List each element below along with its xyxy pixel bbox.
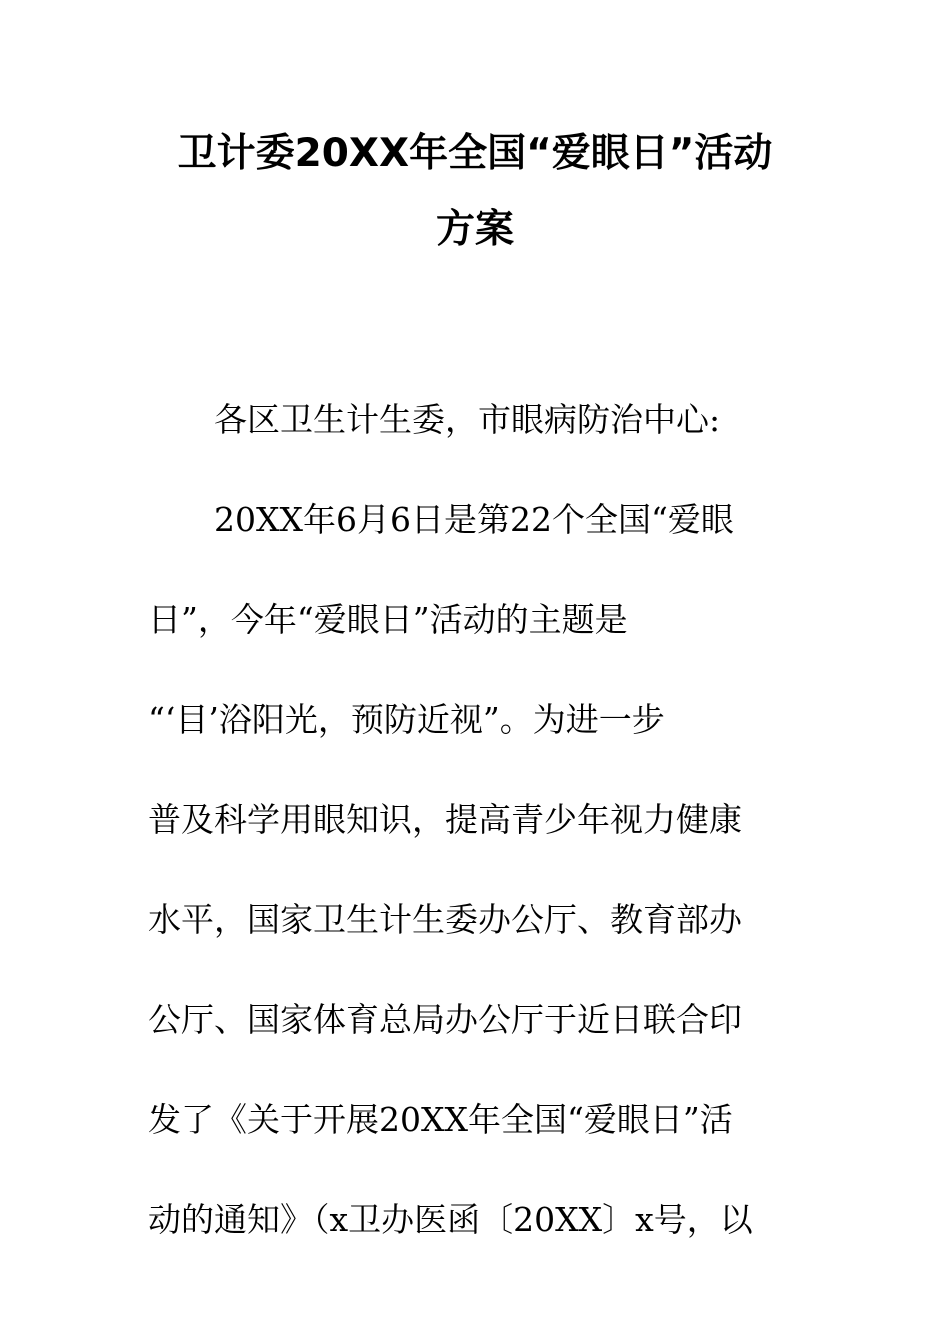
- paragraph-line: 日”，今年“爱眼日”活动的主题是: [148, 600, 628, 639]
- title-line-1: 卫计委20XX年全国“爱眼日”活动: [177, 131, 773, 176]
- paragraph-line: 动的通知》（x卫办医函〔20XX〕x号，以: [148, 1200, 753, 1239]
- salutation: 各区卫生计生委，市眼病防治中心:: [214, 400, 721, 439]
- paragraph-line: 发了《关于开展20XX年全国“爱眼日”活: [148, 1100, 733, 1139]
- paragraph-line: “‘目’浴阳光，预防近视”。为进一步: [148, 700, 665, 739]
- paragraph-line: 公厅、国家体育总局办公厅于近日联合印: [148, 1000, 742, 1039]
- paragraph-line: 普及科学用眼知识，提高青少年视力健康: [148, 800, 742, 839]
- document-title: [0, 116, 950, 268]
- title-line-2: 方案: [435, 207, 514, 252]
- paragraph-line: 水平，国家卫生计生委办公厅、教育部办: [148, 900, 742, 939]
- document-body: [148, 370, 798, 1270]
- paragraph-line: 20XX年6月6日是第22个全国“爱眼: [214, 500, 734, 539]
